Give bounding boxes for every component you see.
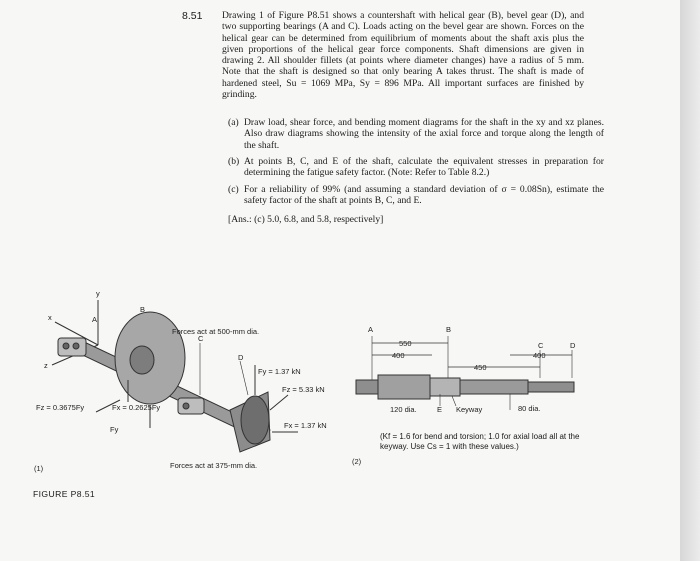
answer: [Ans.: (c) 5.0, 6.8, and 5.8, respectively] <box>228 214 384 225</box>
shaft-section-2 <box>378 375 430 399</box>
figure-caption: FIGURE P8.51 <box>33 489 96 499</box>
drawing-2-label: (2) <box>352 457 362 466</box>
axis-x-label: x <box>48 313 52 322</box>
bearing-a <box>58 338 86 356</box>
axis-y-label: y <box>96 289 100 298</box>
helical-gear-hub <box>130 346 154 374</box>
keyway-label: Keyway <box>456 405 483 414</box>
keyway-note: (Kf = 1.6 for bend and torsion; 1.0 for axial load all at the keyway. Use Cs = 1 with these values.) <box>380 432 580 451</box>
part-b-text: At points B, C, and E of the shaft, calculate the equivalent stresses in preparation for determining the fatigue safety factor. (Note: Refer to Table 8.2.) <box>244 156 604 179</box>
part-c-label: (c) <box>228 184 239 195</box>
forces-top-label: Forces act at 500-mm dia. <box>172 327 260 336</box>
point-d-label: D <box>238 353 244 362</box>
fz-helical-label: Fz = 0.3675Fy <box>36 403 85 412</box>
fx-helical-label: Fx = 0.2625Fy <box>112 403 161 412</box>
shaft-section-4 <box>460 380 528 394</box>
dim-400-left-label: 400 <box>392 351 405 360</box>
bevel-gear-face <box>241 396 269 444</box>
drawing-1-label: (1) <box>34 464 44 473</box>
axis-z-label: z <box>44 361 48 370</box>
d2-point-b-label: B <box>446 325 452 334</box>
shaft-section-5 <box>528 382 574 392</box>
forces-bottom-label: Forces act at 375-mm dia. <box>170 461 258 470</box>
bearing-c <box>178 398 204 414</box>
shaft-section-1 <box>356 380 378 394</box>
dim-550-label: 550 <box>399 339 412 348</box>
problem-number: 8.51 <box>182 10 203 22</box>
part-b-label: (b) <box>228 156 240 167</box>
point-a-label: A <box>92 315 98 324</box>
book-page-edge <box>680 0 700 561</box>
fx-label: Fx = 1.37 kN <box>284 421 327 430</box>
dim-450-label: 450 <box>474 363 487 372</box>
dia-120-label: 120 dia. <box>390 405 417 414</box>
problem-statement: Drawing 1 of Figure P8.51 shows a countershaft with helical gear (B), bevel gear (D), and two supporting bearings (A and C). Loads acting on the bevel gear are shown. Forces on the helical gear can be determined from equilibrium of moments about the shaft axis plus the given proportions of the helical gear force components. Shaft dimensions are given in drawing 2. All shoulder fillets (at points where diameter changes) have a radius of 5 mm. Note that the shaft is designed so that only bearing A takes thrust. The shaft is made of hardened steel, Su = 1069 MPa, Sy = 896 MPa. All important surfaces are finished by grinding. <box>222 10 584 101</box>
part-a-label: (a) <box>228 117 239 128</box>
fz-label: Fz = 5.33 kN <box>282 385 325 394</box>
d2-point-d-label: D <box>570 341 576 350</box>
leader-d <box>240 361 248 395</box>
bearing-a-hole2-icon <box>73 343 79 349</box>
bearing-a-hole-icon <box>63 343 69 349</box>
fz-arrow <box>270 395 288 410</box>
dia-80-label: 80 dia. <box>518 404 541 413</box>
shaft-section-3 <box>430 378 460 396</box>
point-e-label: E <box>437 405 443 414</box>
fy-label: Fy = 1.37 kN <box>258 367 301 376</box>
part-c-text: For a reliability of 99% (and assuming a standard deviation of σ = 0.08Sn), estimate the safety factor of the shaft at points B, C, and E. <box>244 184 604 207</box>
part-a-text: Draw load, shear force, and bending moment diagrams for the shaft in the xy and xz planes. Also draw diagrams showing the intensity of the axial force and torque along the length of the shaft. <box>244 117 604 151</box>
point-c-label: C <box>198 334 204 343</box>
d2-point-c-label: C <box>538 341 544 350</box>
dim-400-right-label: 400 <box>533 351 546 360</box>
fy-helical-label: Fy <box>110 425 119 434</box>
drawing-1 <box>52 300 298 452</box>
bearing-c-hole-icon <box>183 403 189 409</box>
d2-point-a-label: A <box>368 325 374 334</box>
point-b-label: B <box>140 305 146 314</box>
